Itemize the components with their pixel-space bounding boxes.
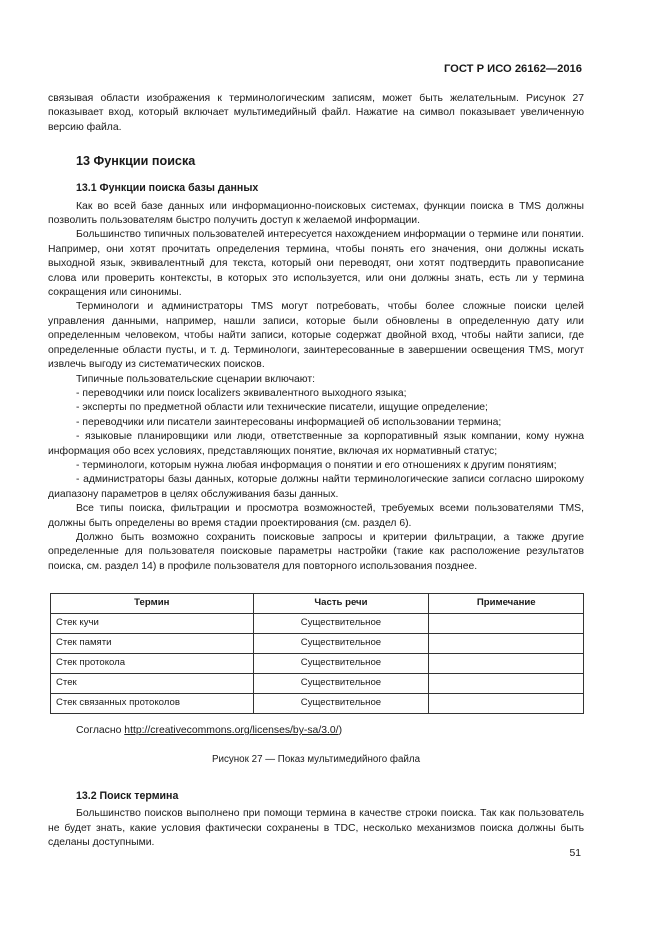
cell-term: Стек связанных протоколов	[51, 694, 254, 714]
document-standard-header: ГОСТ Р ИСО 26162—2016	[443, 63, 582, 75]
cell-note	[429, 674, 584, 694]
cell-note	[429, 654, 584, 674]
paragraph: Все типы поиска, фильтрации и просмотра возможностей, требуемых всеми пользователями TMS, должны быть определены во время стадии проектирования (см. раздел 6).	[48, 503, 584, 529]
table-row	[51, 674, 584, 694]
column-header-note: Примечание	[429, 594, 584, 614]
cell-note	[429, 634, 584, 654]
cell-part-of-speech: Существительное	[253, 634, 429, 654]
page-number: 51	[569, 848, 581, 859]
terms-table	[50, 593, 584, 714]
section-13-2-title: 13.2 Поиск термина	[76, 790, 179, 802]
table-row	[51, 694, 584, 714]
list-item: - эксперты по предметной области или технические писатели, ищущие определение;	[76, 402, 488, 414]
license-link[interactable]: http://creativecommons.org/licenses/by-sa/3.0/	[124, 725, 339, 737]
column-header-part-of-speech: Часть речи	[253, 594, 429, 614]
cell-term: Стек	[51, 674, 254, 694]
cell-part-of-speech: Существительное	[253, 674, 429, 694]
page-content	[48, 92, 584, 851]
section-13-1-title: 13.1 Функции поиска базы данных	[76, 182, 259, 195]
source-prefix: Согласно	[76, 725, 125, 737]
table-row	[51, 614, 584, 634]
paragraph: Должно быть возможно сохранить поисковые запросы и критерии фильтрации, а также другие определенные для пользователя поисковые параметры настройки (такие как расположение результатов поиска, см. раздел 14) в профиле пользователя для повторного использования позднее.	[48, 531, 584, 572]
paragraph: Большинство поисков выполнено при помощи термина в качестве строки поиска. Так как пользователь не будет знать, какие условия фактически сохранены в TDC, несколько механизмов поиска должны быть сделаны доступными.	[48, 808, 584, 849]
cell-term: Стек протокола	[51, 654, 254, 674]
source-suffix: )	[338, 725, 343, 737]
table-row	[51, 634, 584, 654]
list-item: - терминологи, которым нужна любая информация о понятии и его отношениях к другим понятиям;	[76, 459, 557, 471]
intro-paragraph: связывая области изображения к терминологическим записям, может быть желательным. Рисунок 27 показывает вход, который включает мультимедийный файл. Нажатие на символ показывает увеличенную версию файла.	[48, 93, 584, 133]
list-item: - переводчики или писатели заинтересованы информацией об использовании термина;	[76, 416, 502, 428]
table-row	[51, 654, 584, 674]
paragraph: Большинство типичных пользователей интересуется нахождением информации о термине или понятии. Например, они хотят прочитать определения термина, чтобы понять его значения, они должны искать выходной язык, эквивалентный для текста, который они переводят, они хотят подтвердить правописание слова или проверить контексты, в которых это используется, или они должны знать, есть ли у термина сокращения или синонимы.	[48, 229, 584, 299]
figure-caption: Рисунок 27 — Показ мультимедийного файла	[211, 753, 421, 765]
column-header-term: Термин	[51, 594, 254, 614]
section-13-title: 13 Функции поиска	[76, 154, 196, 169]
cell-note	[429, 694, 584, 714]
paragraph: Терминологи и администраторы TMS могут потребовать, чтобы более сложные поиски целей управления данными, например, нашли записи, которые были обновлены в определенную дату или определенным человеком, чтобы найти записи, которые содержат двойной вход, чтобы найти записи, где определенные области пусты, и т. д. Терминологи, заинтересованные в завершении освещения TMS, могут извлечь выгоду из систематических поисков.	[48, 301, 584, 371]
cell-note	[429, 614, 584, 634]
paragraph: Типичные пользовательские сценарии включают:	[76, 373, 316, 385]
cell-part-of-speech: Существительное	[253, 654, 429, 674]
user-scenarios-list	[48, 387, 584, 502]
list-item: - переводчики или поиск localizers эквивалентного выходного языка;	[76, 387, 407, 399]
cell-term: Стек памяти	[51, 634, 254, 654]
list-item: - администраторы базы данных, которые должны найти терминологические записи согласно широкому диапазону параметров в целях обслуживания базы данных.	[48, 474, 584, 500]
cell-part-of-speech: Существительное	[253, 694, 429, 714]
cell-term: Стек кучи	[51, 614, 254, 634]
cell-part-of-speech: Существительное	[253, 614, 429, 634]
table-header-row	[51, 594, 584, 614]
paragraph: Как во всей базе данных или информационно-поисковых системах, функции поиска в TMS должны позволить пользователям быстро получить доступ к желаемой информации.	[48, 200, 584, 227]
source-line	[76, 724, 584, 738]
list-item: - языковые планировщики или люди, ответственные за корпоративный язык компании, кому нужна информация обо всех условиях, представляющих понятие, включая их нормативный статус;	[48, 431, 584, 457]
